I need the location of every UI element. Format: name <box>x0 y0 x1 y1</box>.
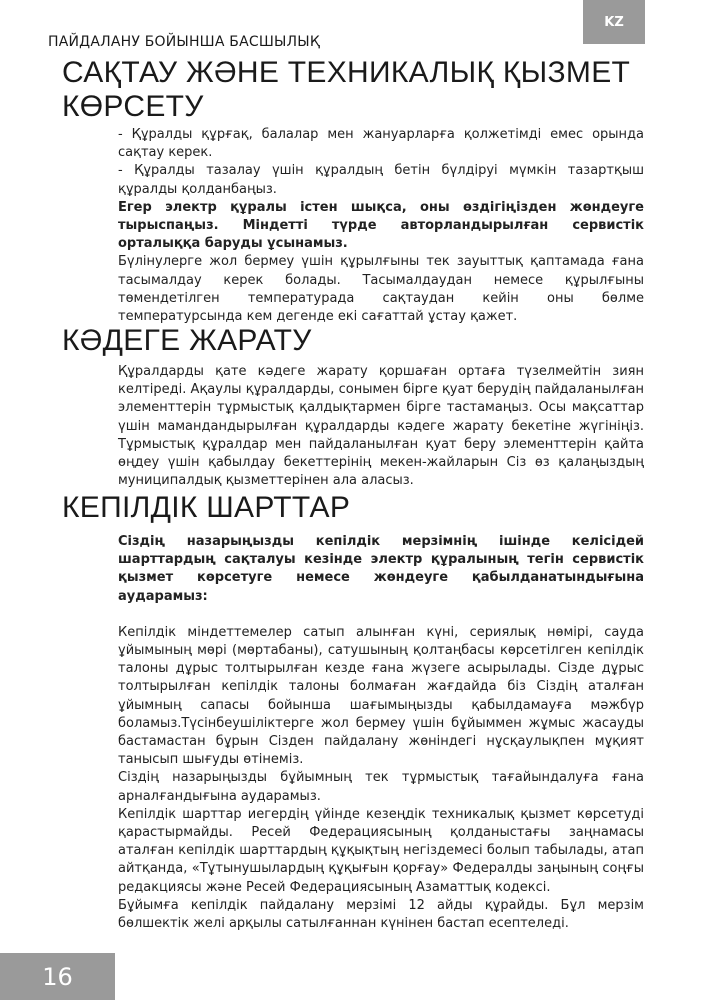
section-title-storage-line1: САҚТАУ ЖӘНЕ ТЕХНИКАЛЫҚ ҚЫЗМЕТ <box>62 56 631 89</box>
section-title-storage-line2: КӨРСЕТУ <box>62 90 204 123</box>
page-number: 16 <box>0 953 115 1000</box>
disposal-body <box>118 363 644 490</box>
warranty-intro-bold: Сіздің назарыңызды кепілдік мерзімнің ішінде келісідей шарттардың сақталуы кезінде электр құралының тегін сервистік қызмет көрсетуге немесе жөндеуге қабылданатындығына аударамыз: <box>118 534 644 604</box>
warranty-paragraph-1: Кепілдік міндеттемелер сатып алынған күні, сериялық нөмірі, сауда ұйымының мөрі (мөртабаны), сатушының қолтаңбасы көрсетілген кепілдік талоны дұрыс толтырылған кезде ғана жүзеге асырылады. Сізде дұрыс толтырылған кепілдік талоны болмаған жағдайда біз Сіздің аталған ұйымның сапасы бойынша шағымыңызды қабылдамауға мәжбүр боламыз.Түсінбеушіліктерге жол бермеу үшін бұйыммен жұмыс жасауды бастамастан бұрын Сізден пайдалану жөніндегі нұсқаулықпен мұқият танысып шығуды өтінеміз. <box>118 624 644 768</box>
section-title-storage <box>62 56 630 124</box>
warranty-paragraph-3: Кепілдік шарттар иегердің үйінде кезеңдік техникалық қызмет көрсетуді қарастырмайды. Ресей Федерациясының қолданыстағы заңнамасы аталған кепілдік шарттардың құқықтың негіздемесі болып табылады, атап айтқанда, «Тұтынушылардың құқығын қорғау» Федералды заңының соңғы редакциясы және Ресей Федерациясының Азаматтық кодексі. <box>118 806 644 895</box>
warranty-paragraph-2: Сіздің назарыңызды бұйымның тек тұрмыстық тағайындалуға ғана арналғандығына аударамыз. <box>118 770 644 804</box>
warranty-body <box>118 533 644 933</box>
warranty-paragraph-4: Бұйымға кепілдік пайдалану мерзімі 12 айды құрайды. Бұл мерзім бөлшектік желі арқылы сатылғаннан күнінен бастап есептеледі. <box>118 897 644 932</box>
storage-paragraph-warning: Егер электр құралы істен шықса, оны өздігіңізден жөндеуге тырыспаңыз. Міндетті түрде авторландырылған сервистік орталыққа баруды ұсынамыз. <box>118 199 644 252</box>
storage-paragraph-transport: Бүлінулерге жол бермеу үшін құрылғыны тек зауыттық қаптамада ғана тасымалдау керек болады. Тасымалдаудан немесе құрылғыны төмендетілген температурада сақтаудан кейін оны бөлме температурсында кем дегенде екі сағаттай ұстау қажет. <box>118 254 644 325</box>
disposal-paragraph: Құралдарды қате кәдеге жарату қоршаған ортаға түзелмейтін зиян келтіреді. Ақаулы құралдарды, сонымен бірге қуат берудің пайдаланылған элементтерін тұрмыстық қалдықтармен бірге тастамаңыз. Осы мақсаттар үшін мамандандырылған құралдарды кәдеге жарату бекетіне жүгініңіз. Тұрмыстық құралдар мен пайдаланылған қуат беру элементтерін қайта өңдеу үшін қабылдау бекеттерінің мекен-жайларын Сіз өз қалаңыздың муниципалдық қызметтерінен ала аласыз. <box>118 364 644 489</box>
storage-paragraph-2: - Құралды тазалау үшін құралдың бетін бүлдіруі мүмкін тазартқыш құралды қолданбаңыз. <box>118 163 644 197</box>
running-header: ПАЙДАЛАНУ БОЙЫНША БАСШЫЛЫҚ <box>48 34 320 50</box>
section-title-warranty: КЕПІЛДІК ШАРТТАР <box>62 491 351 524</box>
language-tab: KZ <box>583 0 645 44</box>
storage-body <box>118 126 644 326</box>
storage-paragraph-1: - Құралды құрғақ, балалар мен жануарларға қолжетімді емес орында сақтау керек. <box>118 127 644 161</box>
section-title-disposal: КӘДЕГЕ ЖАРАТУ <box>62 324 312 357</box>
